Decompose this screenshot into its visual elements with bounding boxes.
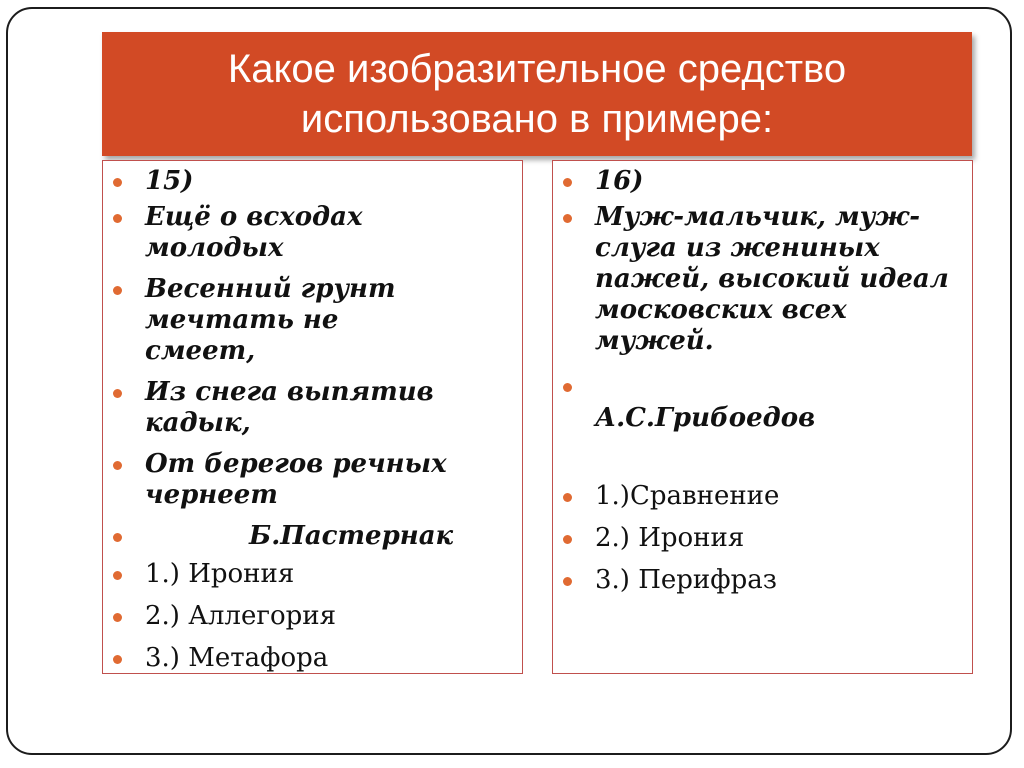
author-name: Б.Пастернак bbox=[249, 521, 454, 551]
left-list bbox=[103, 161, 522, 685]
answer-option: 1.) Ирония bbox=[145, 559, 295, 589]
poem-line: От берегов речных чернеет bbox=[145, 449, 447, 510]
right-column bbox=[552, 160, 973, 674]
list-item bbox=[553, 399, 972, 481]
quote-text: Муж-мальчик, муж-слуга из жениных пажей, высокий идеал московских всех мужей. bbox=[595, 202, 949, 356]
list-item bbox=[553, 166, 972, 202]
question-number: 15) bbox=[145, 166, 194, 196]
author-name: А.С.Грибоедов bbox=[595, 403, 816, 433]
bullet-icon bbox=[563, 214, 572, 223]
answer-option: 2.) Аллегория bbox=[145, 601, 336, 631]
list-item bbox=[103, 377, 445, 439]
list-item bbox=[103, 449, 465, 511]
answer-option: 2.) Ирония bbox=[595, 523, 745, 553]
bullet-icon bbox=[113, 533, 122, 542]
right-list bbox=[553, 161, 972, 607]
bullet-icon bbox=[113, 613, 122, 622]
bullet-icon bbox=[113, 571, 122, 580]
bullet-icon bbox=[113, 178, 122, 187]
list-item bbox=[553, 481, 972, 523]
answer-option: 1.)Сравнение bbox=[595, 481, 780, 511]
list-item bbox=[103, 643, 522, 685]
list-item bbox=[103, 559, 522, 601]
list-item bbox=[103, 274, 455, 367]
list-item bbox=[553, 371, 972, 399]
bullet-icon bbox=[563, 493, 572, 502]
list-item bbox=[103, 601, 522, 643]
bullet-icon bbox=[563, 535, 572, 544]
answer-option: 3.) Перифраз bbox=[595, 565, 777, 595]
bullet-icon bbox=[563, 178, 572, 187]
answer-option: 3.) Метафора bbox=[145, 643, 329, 673]
poem-line: Весенний грунт мечтать не смеет, bbox=[145, 274, 396, 366]
list-item bbox=[103, 521, 522, 559]
slide-title: Какое изобразительное средство использовано в примере: bbox=[227, 47, 847, 141]
list-item bbox=[553, 202, 955, 357]
bullet-icon bbox=[113, 655, 122, 664]
bullet-icon bbox=[113, 214, 122, 223]
bullet-icon bbox=[563, 577, 572, 586]
list-item bbox=[103, 166, 522, 202]
list-item bbox=[103, 202, 405, 264]
poem-line: Из снега выпятив кадык, bbox=[145, 377, 434, 438]
bullet-icon bbox=[113, 286, 122, 295]
title-banner bbox=[102, 32, 972, 156]
question-number: 16) bbox=[595, 166, 644, 196]
list-item bbox=[553, 565, 972, 607]
bullet-icon bbox=[563, 383, 572, 392]
bullet-icon bbox=[113, 461, 122, 470]
poem-line: Ещё о всходах молодых bbox=[145, 202, 363, 263]
bullet-icon bbox=[113, 389, 122, 398]
left-column bbox=[102, 160, 523, 674]
list-item bbox=[553, 523, 972, 565]
